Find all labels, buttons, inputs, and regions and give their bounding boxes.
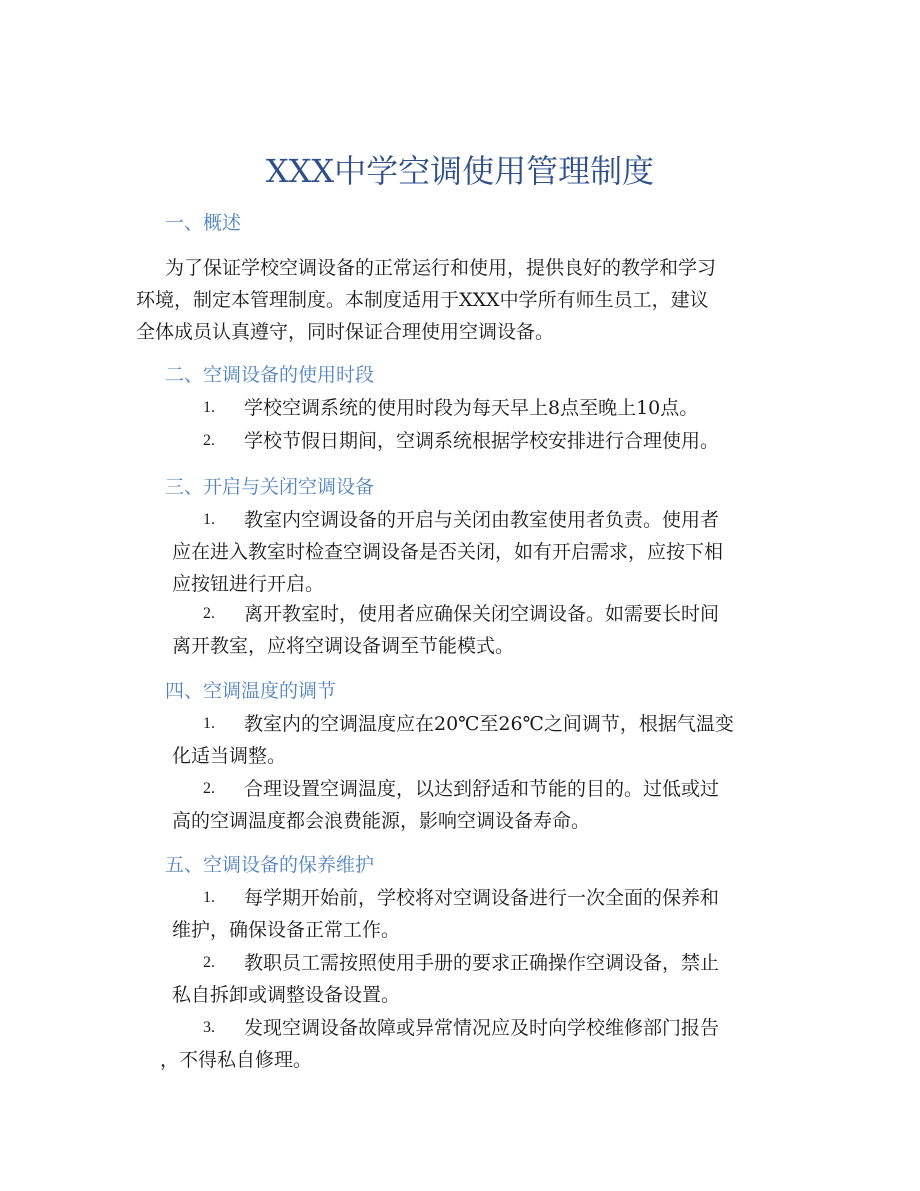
list-item-line: 教室内的空调温度应在20℃至26℃之间调节，根据气温变: [244, 713, 734, 735]
list-item: [244, 504, 719, 536]
list-number: 3.: [203, 1019, 215, 1036]
list-number: 2.: [203, 605, 215, 622]
list-item-line: 离开教室时，使用者应确保关闭空调设备。如需要长时间: [244, 603, 720, 625]
list-item-line: 应在进入教室时检查空调设备是否关闭，如有开启需求，应按下相: [172, 541, 724, 563]
list-item-line: 教室内空调设备的开启与关闭由教室使用者负责。使用者: [244, 509, 720, 531]
list-item-line: 发现空调设备故障或异常情况应及时向学校维修部门报告: [244, 1017, 720, 1039]
paragraph-line: 为了保证学校空调设备的正常运行和使用，提供良好的教学和学习: [165, 257, 717, 279]
list-item-line: 化适当调整。: [172, 745, 287, 767]
list-item-line: 离开教室，应将空调设备调至节能模式。: [172, 635, 515, 657]
list-item: [244, 773, 719, 805]
list-item-line: 每学期开始前，学校将对空调设备进行一次全面的保养和: [244, 887, 720, 909]
paragraph-line: 环境，制定本管理制度。本制度适用于XXX中学所有师生员工，建议: [136, 289, 709, 311]
list-item-line: 维护，确保设备正常工作。: [172, 919, 401, 941]
list-item-line: 高的空调温度都会浪费能源，影响空调设备寿命。: [172, 810, 591, 832]
list-number: 2.: [203, 432, 215, 449]
list-item-cont: [172, 536, 723, 600]
list-number: 1.: [203, 715, 215, 732]
list-number: 2.: [203, 954, 215, 971]
paragraph-line: 全体成员认真遵守，同时保证合理使用空调设备。: [136, 321, 555, 343]
list-number: 2.: [203, 780, 215, 797]
list-item-cont: [172, 740, 286, 772]
list-number: 1.: [203, 511, 215, 528]
list-item: [244, 392, 698, 424]
list-item-line: 学校节假日期间，空调系统根据学校安排进行合理使用。: [244, 430, 720, 452]
list-item-cont: [172, 630, 514, 662]
overview-paragraph-cont: [136, 284, 709, 348]
document-title: XXX中学空调使用管理制度: [265, 152, 655, 190]
list-number: 1.: [203, 889, 215, 906]
list-item: [244, 947, 719, 979]
overview-paragraph: [165, 252, 716, 284]
list-item-line: 私自拆卸或调整设备设置。: [172, 984, 401, 1006]
list-item-line: ，不得私自修理。: [160, 1049, 313, 1071]
list-item: [244, 598, 719, 630]
list-number: 1.: [203, 399, 215, 416]
section-heading-overview: 一、概述: [165, 212, 242, 234]
section-heading-temperature: 四、空调温度的调节: [165, 680, 337, 702]
list-item-cont: [172, 805, 590, 837]
list-item: [244, 708, 734, 740]
list-item-line: 学校空调系统的使用时段为每天早上8点至晚上10点。: [244, 397, 699, 419]
list-item: [244, 1012, 719, 1044]
list-item-cont: [160, 1044, 312, 1076]
list-item: [244, 882, 719, 914]
section-heading-on-off: 三、开启与关闭空调设备: [165, 476, 375, 498]
list-item-line: 教职员工需按照使用手册的要求正确操作空调设备，禁止: [244, 952, 720, 974]
section-heading-usage-hours: 二、空调设备的使用时段: [165, 364, 375, 386]
list-item-line: 应按钮进行开启。: [172, 573, 325, 595]
list-item-line: 合理设置空调温度，以达到舒适和节能的目的。过低或过: [244, 778, 720, 800]
section-heading-maintenance: 五、空调设备的保养维护: [165, 854, 375, 876]
list-item: [244, 425, 719, 457]
list-item-cont: [172, 979, 400, 1011]
list-item-cont: [172, 914, 400, 946]
